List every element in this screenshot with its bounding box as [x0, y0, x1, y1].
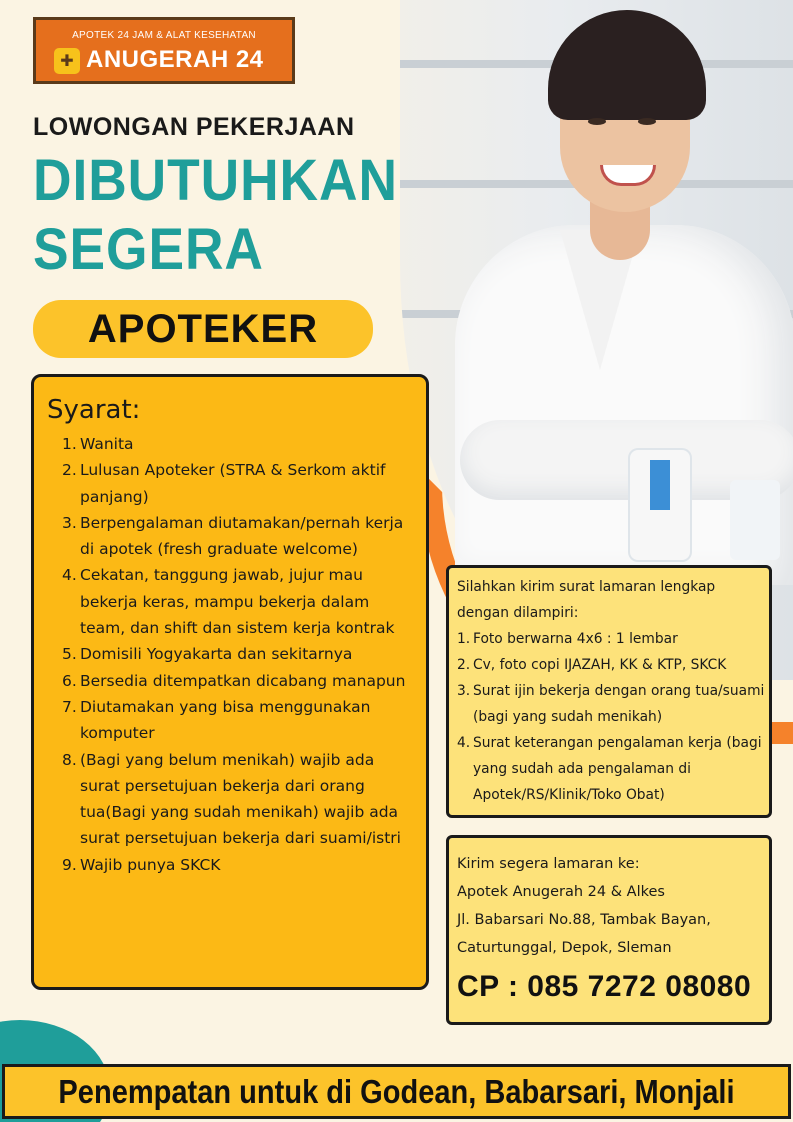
position-badge: [33, 300, 373, 358]
list-item: 8. (Bagi yang belum menikah) wajib ada surat persetujuan bekerja dari orang tua(Bagi yang sudah menikah) wajib ada surat persetujuan bekerja dari suami/istri: [62, 750, 401, 848]
contact-panel: [446, 835, 772, 1025]
list-item: 1. Wanita: [62, 435, 134, 453]
contact-line3: Jl. Babarsari No.88, Tambak Bayan,: [457, 912, 711, 928]
footer-text: Penempatan untuk di Godean, Babarsari, Monjali: [58, 1073, 735, 1110]
contact-line4: Caturtunggal, Depok, Sleman: [457, 940, 672, 956]
requirements-list: [62, 431, 412, 878]
contact-line2: Apotek Anugerah 24 & Alkes: [457, 884, 665, 900]
position-title: APOTEKER: [87, 307, 319, 351]
list-item: 2. Lulusan Apoteker (STRA & Serkom aktif panjang): [62, 461, 386, 506]
logo-name: ANUGERAH 24: [86, 46, 264, 73]
list-item: 4. Surat keterangan pengalaman kerja (bagi yang sudah ada pengalaman di Apotek/RS/Klinik/Toko Obat): [457, 735, 762, 803]
list-item: 1. Foto berwarna 4x6 : 1 lembar: [457, 631, 678, 647]
headline-line1: DIBUTUHKAN: [33, 148, 398, 213]
list-item: 3. Surat ijin bekerja dengan orang tua/suami (bagi yang sudah menikah): [457, 683, 765, 725]
list-item: 3. Berpengalaman diutamakan/pernah kerja di apotek (fresh graduate welcome): [62, 513, 404, 559]
requirements-panel: [31, 374, 429, 990]
list-item: 7. Diutamakan yang bisa menggunakan komputer: [62, 697, 371, 743]
headline-line2: SEGERA: [33, 217, 264, 282]
list-item: 6. Bersedia ditempatkan dicabang manapun: [62, 671, 406, 690]
list-item: 9. Wajib punya SKCK: [62, 855, 221, 874]
contact-line1: Kirim segera lamaran ke:: [457, 856, 640, 872]
documents-list: [457, 626, 769, 808]
footer-banner: [2, 1064, 791, 1119]
list-item: 4. Cekatan, tanggung jawab, jujur mau bekerja keras, mampu bekerja dalam team, dan shift dan sistem kerja kontrak: [62, 566, 395, 638]
list-item: 5. Domisili Yogyakarta dan sekitarnya: [62, 645, 353, 664]
documents-panel: [446, 565, 772, 818]
requirements-title: Syarat:: [47, 395, 141, 425]
contact-phone: CP : 085 7272 08080: [457, 970, 752, 1003]
brand-logo: [33, 17, 295, 84]
job-vacancy-subtitle: LOWONGAN PEKERJAAN: [33, 113, 355, 141]
documents-intro: Silahkan kirim surat lamaran lengkap dengan dilampiri:: [457, 579, 716, 621]
logo-tagline: APOTEK 24 JAM & ALAT KESEHATAN: [72, 30, 256, 41]
list-item: 2. Cv, foto copi IJAZAH, KK & KTP, SKCK: [457, 657, 727, 673]
pharmacy-logo-icon: ✚: [54, 48, 80, 74]
